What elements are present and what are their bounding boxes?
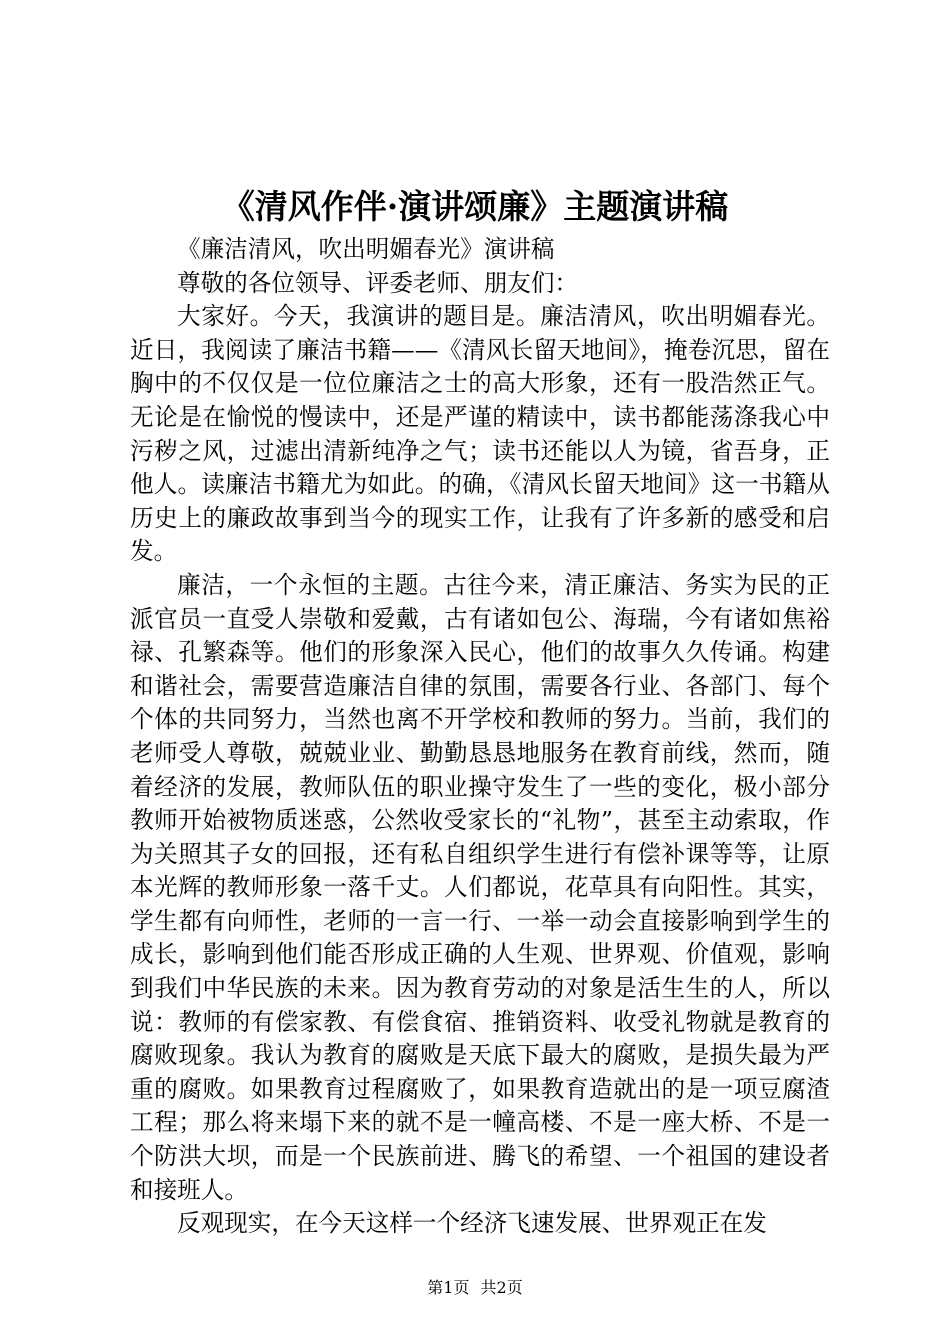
- body-paragraph: 大家好。今天，我演讲的题目是。廉洁清风，吹出明媚春光。近日，我阅读了廉洁书籍——《清风长留天地间》，掩卷沉思，留在胸中的不仅仅是一位位廉洁之士的高大形象，还有一股浩然正气。无论是在愉悦的慢读中，还是严谨的精读中，读书都能荡涤我心中污秽之风，过滤出清新纯净之气；读书还能以人为镜，省吾身，正他人。读廉洁书籍尤为如此。的确，《清风长留天地间》这一书籍从历史上的廉政故事到当今的现实工作，让我有了许多新的感受和启发。: [130, 302, 830, 566]
- page-footer: [0, 1277, 950, 1299]
- speech-subtitle: 《廉洁清风，吹出明媚春光》演讲稿: [177, 235, 555, 263]
- salutation: 尊敬的各位领导、评委老师、朋友们：: [177, 268, 579, 297]
- document-body: [130, 233, 830, 1241]
- body-paragraph: 廉洁，一个永恒的主题。古往今来，清正廉洁、务实为民的正派官员一直受人崇敬和爱戴，古有诸如包公、海瑞，今有诸如焦裕禄、孔繁森等。他们的形象深入民心，他们的故事久久传诵。构建和谐社会，需要营造廉洁自律的氛围，需要各行业、各部门、每个个体的共同努力，当然也离不开学校和教师的努力。当前，我们的老师受人尊敬，兢兢业业、勤勤恳恳地服务在教育前线，然而，随着经济的发展，教师队伍的职业操守发生了一些的变化，极小部分教师开始被物质迷惑，公然收受家长的“礼物”，甚至主动索取，作为关照其子女的回报，还有私自组织学生进行有偿补课等等，让原本光辉的教师形象一落千丈。人们都说，花草具有向阳性。其实，学生都有向师性，老师的一言一行、一举一动会直接影响到学生的成长，影响到他们能否形成正确的人生观、世界观、价值观，影响到我们中华民族的未来。因为教育劳动的对象是活生生的人，所以说：教师的有偿家教、有偿食宿、推销资料、收受礼物就是教育的腐败现象。我认为教育的腐败是天底下最大的腐败，是损失最为严重的腐败。如果教育过程腐败了，如果教育造就出的是一项豆腐渣工程；那么将来塌下来的就不是一幢高楼、不是一座大桥、不是一个防洪大坝，而是一个民族前进、腾飞的希望、一个祖国的建设者和接班人。: [130, 570, 830, 1204]
- body-paragraph: 反观现实，在今天这样一个经济飞速发展、世界观正在发: [177, 1209, 767, 1238]
- page-number: 第1页: [427, 1278, 470, 1297]
- document-title: 《清风作伴·演讲颂廉》主题演讲稿: [221, 187, 729, 226]
- page-total: 共2页: [480, 1278, 523, 1297]
